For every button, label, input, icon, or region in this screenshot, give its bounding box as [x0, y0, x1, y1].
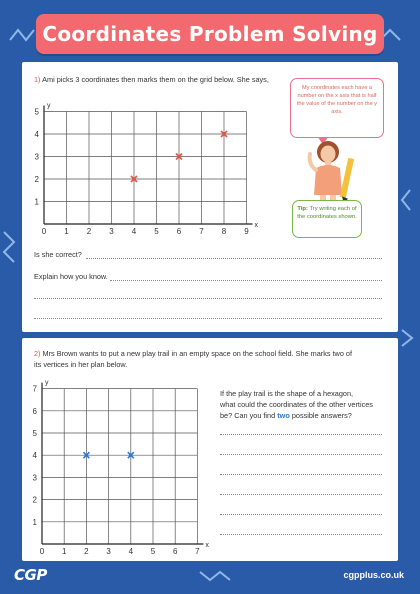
x-tick-label: 0	[39, 547, 45, 556]
y-tick-label: 4	[32, 451, 37, 461]
y-tick-label: 2	[34, 175, 39, 184]
y-tick-label: 1	[34, 197, 39, 207]
y-axis-label: y	[45, 379, 49, 387]
side-text-1: If the play trail is the shape of a hexagon,	[220, 389, 354, 398]
x-axis-label: x	[254, 222, 258, 229]
side-text-3: be? Can you find	[220, 411, 276, 420]
cgp-logo: CGP	[14, 566, 47, 584]
page-title: Coordinates Problem Solving	[42, 22, 378, 46]
answer-line[interactable]	[220, 494, 382, 495]
question-2-body-2: its vertices in her plan below.	[34, 360, 128, 369]
y-tick-label: 5	[34, 107, 39, 117]
question-1-coordinate-grid	[24, 92, 294, 242]
side-text-highlight: two	[277, 411, 290, 420]
y-axis-label: y	[47, 102, 51, 110]
y-tick-label: 5	[32, 429, 37, 438]
answer-line[interactable]	[220, 534, 382, 535]
x-tick-label: 6	[176, 227, 182, 236]
tip-label: Tip:	[297, 206, 308, 212]
question-2-side-text	[220, 388, 392, 421]
speech-bubble	[290, 78, 384, 138]
x-tick-label: 5	[154, 227, 159, 236]
y-tick-label: 3	[34, 152, 39, 162]
side-text-4: possible answers?	[291, 411, 352, 420]
y-tick-label: 1	[32, 517, 37, 527]
y-tick-label: 7	[32, 384, 37, 394]
x-tick-label: 4	[131, 227, 137, 236]
is-correct-label: Is she correct?	[34, 250, 82, 259]
x-tick-label: 3	[106, 547, 111, 556]
x-tick-label: 2	[86, 227, 92, 236]
tip-text: Try writing each of the coordinates shown.	[297, 206, 357, 220]
x-tick-label: 7	[199, 227, 204, 236]
answer-line[interactable]	[34, 298, 382, 299]
question-1-number: 1)	[34, 75, 41, 84]
question-1-body: Ami picks 3 coordinates then marks them on the grid below. She says,	[42, 75, 269, 84]
answer-line[interactable]	[220, 514, 382, 515]
answer-line[interactable]	[220, 474, 382, 475]
explain-label: Explain how you know.	[34, 272, 108, 281]
x-tick-label: 6	[172, 547, 178, 556]
x-tick-label: 8	[221, 227, 227, 236]
title-banner	[36, 14, 384, 54]
x-tick-label: 7	[195, 547, 200, 556]
x-tick-label: 3	[109, 227, 114, 236]
x-tick-label: 1	[64, 227, 69, 236]
y-tick-label: 4	[34, 130, 39, 139]
x-tick-label: 9	[244, 227, 249, 236]
x-tick-label: 5	[150, 547, 156, 556]
answer-line[interactable]	[86, 258, 382, 259]
question-2-number: 2)	[34, 349, 41, 358]
x-tick-label: 2	[84, 547, 89, 556]
question-2-coordinate-grid	[28, 376, 218, 556]
y-tick-label: 3	[32, 473, 37, 483]
x-tick-label: 4	[128, 547, 134, 556]
question-2-text	[34, 348, 390, 370]
x-tick-label: 0	[41, 227, 47, 236]
x-tick-label: 1	[61, 547, 67, 556]
answer-line[interactable]	[220, 454, 382, 455]
speech-text: My coordinates each have a number on the x axis that is half the value of the number on the y axis.	[296, 85, 378, 115]
tip-box	[292, 200, 362, 238]
side-text-2: what could the coordinates of the other vertices	[220, 400, 373, 409]
question-2-body-1: Mrs Brown wants to put a new play trail in an empty space on the school field. She marks two of	[42, 349, 352, 358]
answer-line[interactable]	[220, 434, 382, 435]
y-tick-label: 6	[32, 406, 37, 416]
x-axis-label: x	[205, 542, 209, 549]
question-1-text	[34, 74, 269, 85]
y-tick-label: 2	[32, 495, 37, 505]
answer-line[interactable]	[110, 280, 382, 281]
answer-line[interactable]	[34, 318, 382, 319]
footer-url[interactable]: cgpplus.co.uk	[343, 570, 404, 580]
